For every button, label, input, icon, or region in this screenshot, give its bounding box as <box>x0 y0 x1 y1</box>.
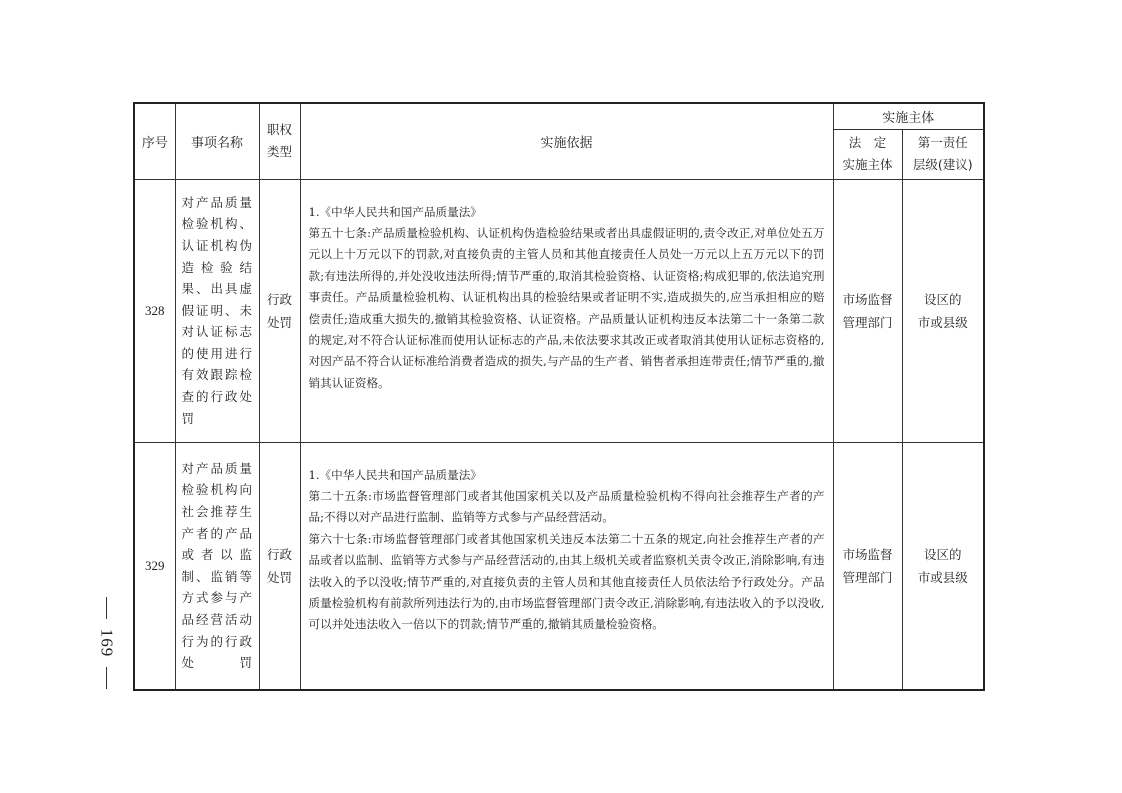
row-legal-line1: 市场监督 <box>842 546 893 562</box>
row-type-cell <box>259 179 300 442</box>
table-row <box>134 179 984 442</box>
row-name: 对产品质量检验机构向社会推荐生产者的产品或者以监制、监销等方式参与产品经营活动行为的行政处罚 <box>181 460 253 671</box>
row-level-line2: 市或县级 <box>917 569 968 585</box>
header-level <box>902 129 984 179</box>
row-type-line2: 处罚 <box>266 314 292 330</box>
row-legal-subject-cell <box>833 179 902 442</box>
page-number <box>94 590 118 695</box>
row-basis-title: 1.《中华人民共和国产品质量法》 <box>308 467 482 482</box>
header-seq: 序号 <box>134 103 175 179</box>
page-number-dash-bottom <box>106 667 107 689</box>
row-level-cell <box>902 442 984 690</box>
row-basis <box>309 443 825 636</box>
header-type-line2: 类型 <box>266 144 292 160</box>
header-legal-line2: 实施主体 <box>842 157 893 172</box>
row-level-cell <box>902 179 984 442</box>
row-basis-cell <box>300 179 833 442</box>
row-type-line1: 行政 <box>266 546 292 562</box>
row-basis <box>309 180 825 395</box>
page-number-dash-top <box>106 597 107 619</box>
row-legal-line2: 管理部门 <box>842 314 893 330</box>
row-basis-title: 1.《中华人民共和国产品质量法》 <box>308 204 482 219</box>
page-number-text: 169 <box>97 628 116 657</box>
row-name-cell <box>175 179 259 442</box>
row-basis-body: 第二十五条:市场监督管理部门或者其他国家机关以及产品质量检验机构不得向社会推荐生产者的产品;不得以对产品进行监制、监销等方式参与产品经营活动。 <box>308 488 825 525</box>
header-name: 事项名称 <box>175 103 259 179</box>
row-name: 对产品质量检验机构、认证机构伪造检验结果、出具虚假证明、未对认证标志的使用进行有效跟踪检查的行政处罚 <box>181 194 253 426</box>
header-basis: 实施依据 <box>300 103 833 179</box>
row-level-line2: 市或县级 <box>917 314 968 330</box>
header-type <box>259 103 300 179</box>
header-level-line1: 第一责任 <box>917 135 968 150</box>
row-type-line2: 处罚 <box>266 569 292 585</box>
header-type-line1: 职权 <box>266 122 292 138</box>
row-legal-line2: 管理部门 <box>842 569 893 585</box>
row-legal-line1: 市场监督 <box>842 291 893 307</box>
header-subject: 实施主体 <box>833 103 984 129</box>
header-legal-line1: 法 定 <box>848 135 887 150</box>
row-level-line1: 设区的 <box>924 291 962 307</box>
row-seq: 328 <box>134 179 175 442</box>
row-basis-body: 第五十七条:产品质量检验机构、认证机构伪造检验结果或者出具虚假证明的,责令改正,对单位处五万元以上十万元以下的罚款,对直接负责的主管人员和其他直接责任人员处一万元以上五万元以下的罚款;有违法所得的,并处没收违法所得;情节严重的,取消其检验资格、认证资格;构成犯罪的,依法追究刑事责任。产品质量检验机构、认证机构出具的检验结果或者证明不实,造成损失的,应当承担相应的赔偿责任;造成重大损失的,撤销其检验资格、认证资格。产品质量认证机构违反本法第二十一条第二款的规定,对不符合认证标准而使用认证标志的产品,未依法要求其改正或者取消其使用认证标志资格的,对因产品不符合认证标准给消费者造成的损失,与产品的生产者、销售者承担连带责任;情节严重的,撤销其认证资格。 <box>308 225 825 390</box>
row-legal-subject-cell <box>833 442 902 690</box>
row-basis-cell <box>300 442 833 690</box>
table-row <box>134 442 984 690</box>
row-name-cell <box>175 442 259 690</box>
row-basis-body2: 第六十七条:市场监督管理部门或者其他国家机关违反本法第二十五条的规定,向社会推荐生产者的产品或者以监制、监销等方式参与产品经营活动的,由其上级机关或者监察机关责令改正,消除影响,有违法收入的予以没收;情节严重的,对直接负责的主管人员和其他直接责任人员依法给予行政处分。产品质量检验机构有前款所列违法行为的,由市场监督管理部门责令改正,消除影响,有违法收入的予以没收,可以并处违法收入一倍以下的罚款;情节严重的,撤销其质量检验资格。 <box>308 531 825 632</box>
header-level-line2: 层级(建议) <box>912 157 973 172</box>
header-legal-subject <box>833 129 902 179</box>
row-type-line1: 行政 <box>266 291 292 307</box>
row-seq: 329 <box>134 442 175 690</box>
enforcement-table <box>133 102 985 691</box>
row-level-line1: 设区的 <box>924 546 962 562</box>
row-type-cell <box>259 442 300 690</box>
